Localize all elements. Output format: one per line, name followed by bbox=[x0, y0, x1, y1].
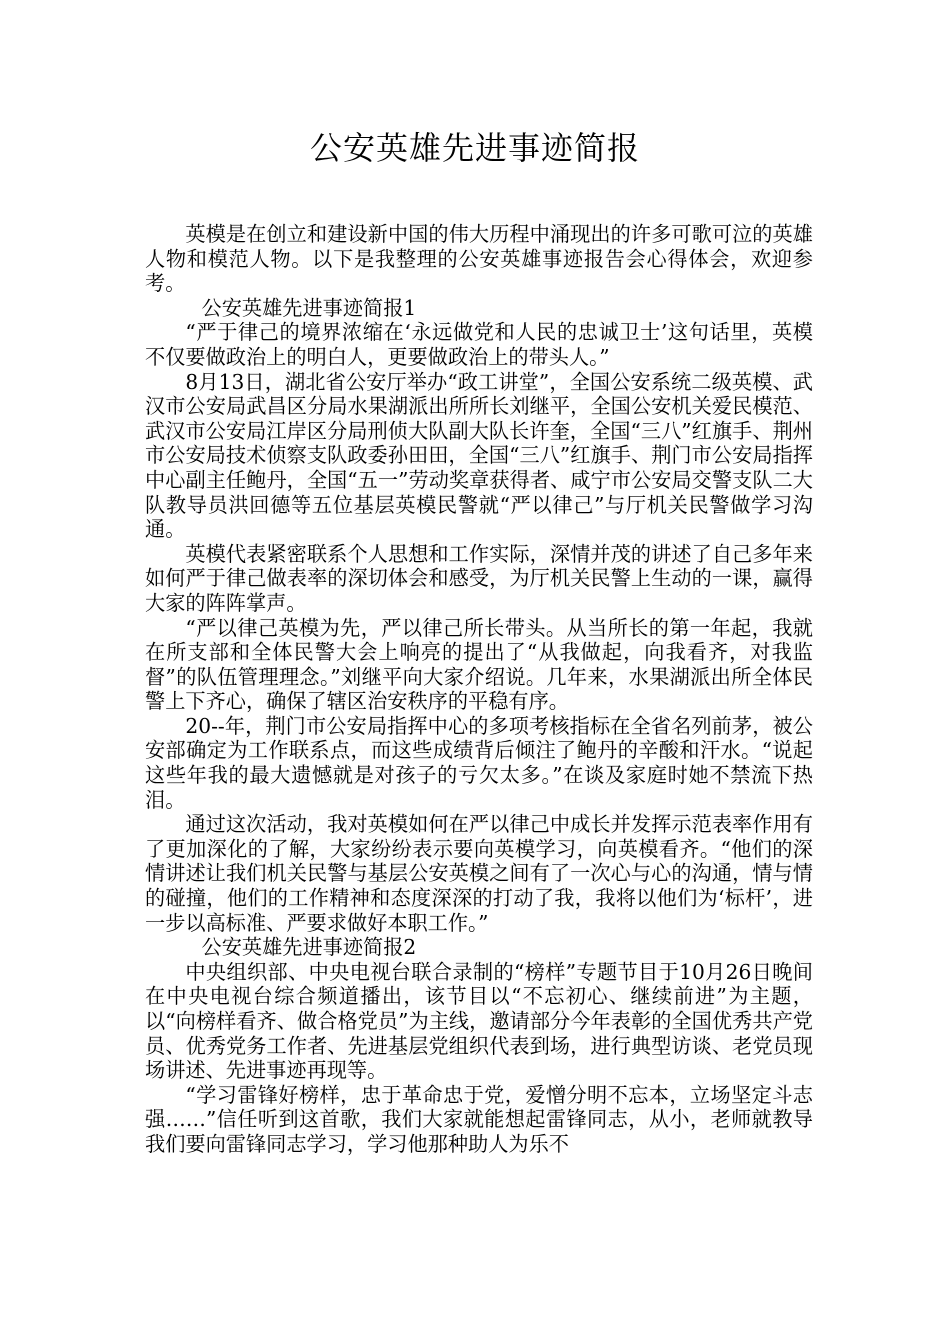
body-paragraph: 通过这次活动，我对英模如何在严以律己中成长并发挥示范表率作用有了更加深化的了解，大家纷纷表示要向英模学习，向英模看齐。“他们的深情讲述让我们机关民警与基层公安英模之间有了一次心与心的沟通，情与情的碰撞，他们的工作精神和态度深深的打动了我，我将以他们为‘标杆’，进一步以高标准、严要求做好本职工作。” bbox=[145, 812, 813, 935]
document-title: 公安英雄先进事迹简报 bbox=[309, 129, 640, 167]
body-paragraph: 英模代表紧密联系个人思想和工作实际，深情并茂的讲述了自己多年来如何严于律己做表率的深切体会和感受，为厅机关民警上生动的一课，赢得大家的阵阵掌声。 bbox=[145, 541, 813, 615]
body-paragraph: 8月13日，湖北省公安厅举办“政工讲堂”，全国公安系统二级英模、武汉市公安局武昌区分局水果湖派出所所长刘继平，全国公安机关爱民模范、武汉市公安局江岸区分局刑侦大队副大队长许奎，全国“三八”红旗手、荆州市公安局技术侦察支队政委孙田田，全国“三八”红旗手、荆门市公安局指挥中心副主任鲍丹，全国“五一”劳动奖章获得者、咸宁市公安局交警支队二大队教导员洪回德等五位基层英模民警就“严以律己”与厅机关民警做学习沟通。 bbox=[145, 369, 813, 542]
body-paragraph: 20--年，荆门市公安局指挥中心的多项考核指标在全省名列前茅，被公安部确定为工作联系点，而这些成绩背后倾注了鲍丹的辛酸和汗水。“说起这些年我的最大遗憾就是对孩子的亏欠太多。”在谈及家庭时她不禁流下热泪。 bbox=[145, 713, 813, 812]
body-paragraph: “学习雷锋好榜样，忠于革命忠于党，爱憎分明不忘本，立场坚定斗志强……”信任听到这首歌，我们大家就能想起雷锋同志，从小，老师就教导我们要向雷锋同志学习，学习他那种助人为乐不 bbox=[145, 1082, 813, 1156]
body-paragraph: “严于律己的境界浓缩在‘永远做党和人民的忠诚卫士’这句话里，英模不仅要做政治上的明白人，更要做政治上的带头人。” bbox=[145, 320, 813, 369]
body-paragraph: “严以律己英模为先，严以律己所长带头。从当所长的第一年起，我就在所支部和全体民警大会上响亮的提出了“从我做起，向我看齐，对我监督”的队伍管理理念。”刘继平向大家介绍说。几年来，水果湖派出所全体民警上下齐心，确保了辖区治安秩序的平稳有序。 bbox=[145, 615, 813, 714]
section-heading-2: 公安英雄先进事迹简报2 bbox=[201, 935, 417, 960]
section-heading-1: 公安英雄先进事迹简报1 bbox=[201, 295, 417, 320]
document-body bbox=[145, 222, 813, 1157]
body-paragraph: 中央组织部、中央电视台联合录制的“榜样”专题节目于10月26日晚间在中央电视台综合频道播出，该节目以“不忘初心、继续前进”为主题，以“向榜样看齐、做合格党员”为主线，邀请部分今年表彰的全国优秀共产党员、优秀党务工作者、先进基层党组织代表到场，进行典型访谈、老党员现场讲述、先进事迹再现等。 bbox=[145, 959, 813, 1083]
intro-paragraph: 英模是在创立和建设新中国的伟大历程中涌现出的许多可歌可泣的英雄人物和模范人物。以下是我整理的公安英雄事迹报告会心得体会，欢迎参考。 bbox=[145, 222, 813, 296]
